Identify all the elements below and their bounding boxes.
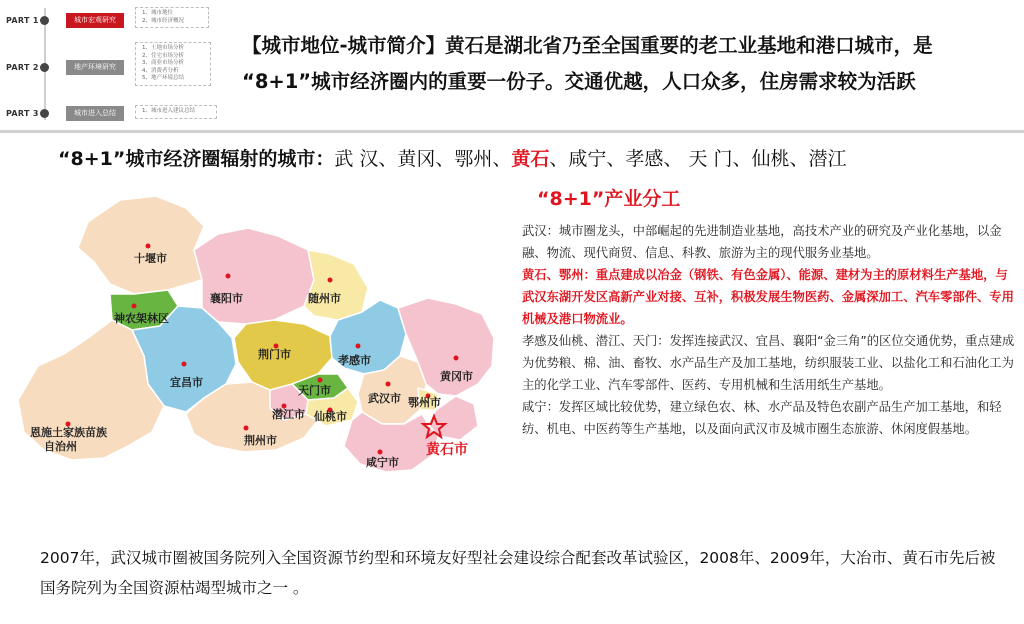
nav-section-real-estate[interactable]: 地产环境研究 xyxy=(66,60,124,75)
part-3-dot xyxy=(40,109,49,118)
industry-title: “8+1”产业分工 xyxy=(537,188,681,210)
economic-circle-highlight: 黄石 xyxy=(511,148,550,170)
map-label-suizhou: 随州市 xyxy=(308,292,341,305)
part-2-subitems xyxy=(135,42,211,86)
subitem[interactable]: 2、城市经济概况 xyxy=(142,17,185,24)
nav-section-city-macro[interactable]: 城市宏观研究 xyxy=(66,13,124,28)
map-label-wuhan: 武汉市 xyxy=(368,392,401,405)
subitem[interactable]: 3、商业市场分析 xyxy=(142,60,185,66)
map-label-jingzhou: 荆州市 xyxy=(244,434,277,447)
part-2-label: PART 2 xyxy=(6,63,39,72)
part-2-dot xyxy=(40,63,49,72)
map-label-enshi-line2: 自治州 xyxy=(44,440,77,453)
economic-circle-line xyxy=(58,146,847,172)
subitem[interactable]: 1、城市地位 xyxy=(142,10,174,16)
economic-circle-cities-1: 武 汉、黄冈、鄂州、 xyxy=(334,148,512,170)
headline-line-2: “8+1”城市经济圈内的重要一份子。交通优越，人口众多，住房需求较为活跃 xyxy=(242,70,916,93)
part-1-subitems xyxy=(135,7,209,28)
subitem[interactable]: 4、消费者分析 xyxy=(142,67,179,74)
map-label-tianmen: 天门市 xyxy=(298,384,331,397)
role-wuhan: 武汉：城市圈龙头，中部崛起的先进制造业基地，高技术产业的研究及产业化基地，以金融、物流、现代商贸、信息、科教、旅游为主的现代服务业基地。 xyxy=(522,224,1002,260)
policy-note: 2007年，武汉城市圈被国务院列入全国资源节约型和环境友好型社会建设综合配套改革试验区，2008年、2009年，大冶市、黄石市先后被国务院列为全国资源枯竭型城市之一 。 xyxy=(40,549,996,597)
subitem[interactable]: 5、地产环境总结 xyxy=(142,75,185,81)
map-label-ezhou: 鄂州市 xyxy=(408,396,441,409)
subitem[interactable]: 1、土地市场分析 xyxy=(142,45,185,51)
region-suizhou xyxy=(304,250,368,320)
role-xianning: 咸宁：发挥区域比较优势，建立绿色农、林、水产品及特色农副产品生产加工基地，和轻纺、机电、中医药等生产基地，以及面向武汉市及城市圈生态旅游、休闲度假基地。 xyxy=(522,400,1002,436)
map-label-qianjiang: 潜江市 xyxy=(272,408,305,421)
role-huangshi-ezhou: 黄石、鄂州：重点建成以冶金（钢铁、有色金属）、能源、建材为主的原材料生产基地，与武汉东湖开发区高新产业对接、互补，积极发展生物医药、金属深加工、汽车零部件、专用机械及港口物流业。 xyxy=(522,268,1014,326)
nav-section-entry-summary[interactable]: 城市进入总结 xyxy=(66,106,124,121)
header-divider xyxy=(0,130,1024,133)
subitem[interactable]: 1、城市进入建议总结 xyxy=(142,108,196,114)
map-label-xiantao: 仙桃市 xyxy=(314,410,347,423)
part-3-subitems xyxy=(135,105,217,119)
map-label-shiyan: 十堰市 xyxy=(134,252,167,265)
map-label-xiangyang: 襄阳市 xyxy=(210,292,243,305)
map-label-huanggang: 黄冈市 xyxy=(440,370,473,383)
part-1-dot xyxy=(40,16,49,25)
part-3-label: PART 3 xyxy=(6,109,39,118)
role-xiaogan-group: 孝感及仙桃、潜江、天门：发挥连接武汉、宜昌、襄阳“金三角”的区位交通优势，重点建成为优势粮、棉、油、畜牧、水产品生产及加工基地，纺织服装工业、以盐化工和石油化工为主的化学工业、汽车零部件、医药、专用机械和生活用纸生产基地。 xyxy=(522,334,1015,392)
map-label-shennongjia: 神农架林区 xyxy=(114,312,169,325)
region-xiangyang xyxy=(194,228,314,324)
hubei-map xyxy=(8,188,508,488)
industry-roles xyxy=(522,220,1016,440)
headline-line-1: 【城市地位-城市简介】黄石是湖北省乃至全国重要的老工业基地和港口城市，是 xyxy=(242,34,933,57)
map-label-yichang: 宜昌市 xyxy=(170,376,203,389)
map-label-enshi-line1: 恩施土家族苗族 xyxy=(30,426,107,439)
subitem[interactable]: 2、住宅市场分析 xyxy=(142,52,185,59)
map-label-xianning: 咸宁市 xyxy=(366,456,399,469)
map-label-xiaogan: 孝感市 xyxy=(338,354,371,367)
map-label-jingmen: 荆门市 xyxy=(258,348,291,361)
economic-circle-cities-2: 、咸宁、孝感、 天 门、仙桃、潜江 xyxy=(549,148,847,170)
map-label-huangshi: 黄石市 xyxy=(426,442,468,458)
region-shiyan xyxy=(78,196,204,294)
economic-circle-label: “8+1”城市经济圈辐射的城市： xyxy=(58,148,335,170)
part-1-label: PART 1 xyxy=(6,16,39,25)
